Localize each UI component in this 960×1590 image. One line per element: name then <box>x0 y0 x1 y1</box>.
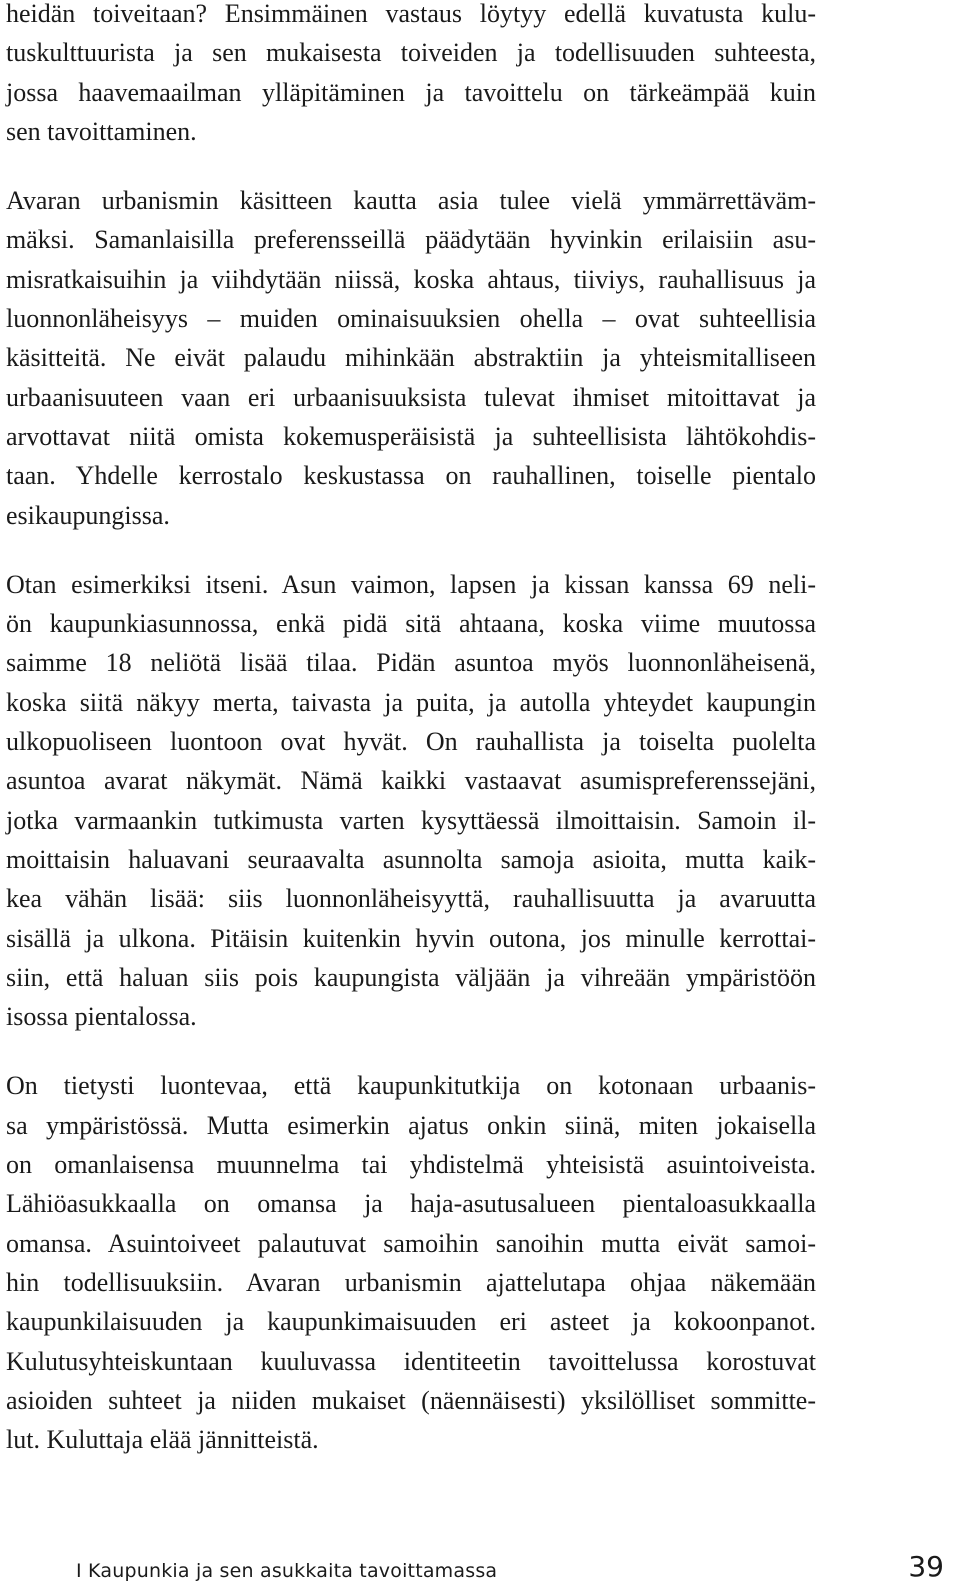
text-line: jossa haavemaailman ylläpitäminen ja tavoittelu on tärkeämpää kuin <box>6 77 816 107</box>
text-line: käsitteitä. Ne eivät palaudu mihinkään abstraktiin ja yhteismitalliseen <box>6 343 816 373</box>
text-line: ulkopuoliseen luontoon ovat hyvät. On rauhallista ja toiselta puolelta <box>6 727 816 757</box>
text-line: isossa pientalossa. <box>6 1002 197 1032</box>
body-text <box>6 0 816 1489</box>
text-line: sisällä ja ulkona. Pitäisin kuitenkin hyvin outona, jos minulle kerrottai- <box>6 923 816 953</box>
text-line: hin todellisuuksiin. Avaran urbanismin ajattelutapa ohjaa näkemään <box>6 1267 816 1297</box>
text-line: moittaisin haluavani seuraavalta asunnolta samoja asioita, mutta kaik- <box>6 844 816 874</box>
text-line: saimme 18 neliötä lisää tilaa. Pidän asuntoa myös luonnonläheisenä, <box>6 648 816 678</box>
page-footer <box>0 1550 960 1590</box>
text-line: siin, että haluan siis pois kaupungista väljään ja vihreään ympäristöön <box>6 962 816 992</box>
text-line: urbaanisuuteen vaan eri urbaanisuuksista tulevat ihmiset mitoittavat ja <box>6 382 816 412</box>
paragraph-2 <box>6 181 816 535</box>
text-line: On tietysti luontevaa, että kaupunkitutkija on kotonaan urbaanis- <box>6 1071 816 1101</box>
text-line: Lähiöasukkaalla on omansa ja haja-asutusalueen pientaloasukkaalla <box>6 1189 816 1219</box>
text-line: kea vähän lisää: siis luonnonläheisyyttä, rauhallisuutta ja avaruutta <box>6 884 816 914</box>
text-line: kaupunkilaisuuden ja kaupunkimaisuuden eri asteet ja kokoonpanot. <box>6 1307 816 1337</box>
text-line: ön kaupunkiasunnossa, enkä pidä sitä ahtaana, koska viime muutossa <box>6 609 816 639</box>
paragraph-1 <box>6 0 816 151</box>
paragraph-3 <box>6 565 816 1037</box>
text-line: arvottavat niitä omista kokemusperäisistä ja suhteellisista lähtökohdis- <box>6 421 816 451</box>
text-line: tuskulttuurista ja sen mukaisesta toiveiden ja todellisuuden suhteesta, <box>6 38 816 68</box>
text-line: esikaupungissa. <box>6 500 170 530</box>
text-line: jotka varmaankin tutkimusta varten kysyttäessä ilmoittaisin. Samoin il- <box>6 805 816 835</box>
text-line: Avaran urbanismin käsitteen kautta asia tulee vielä ymmärrettäväm- <box>6 186 816 216</box>
text-line: omansa. Asuintoiveet palautuvat samoihin sanoihin mutta eivät samoi- <box>6 1228 816 1258</box>
text-line: Otan esimerkiksi itseni. Asun vaimon, lapsen ja kissan kanssa 69 neli- <box>6 569 816 599</box>
text-line: luonnonläheisyys – muiden ominaisuuksien ohella – ovat suhteellisia <box>6 304 816 334</box>
text-line: sa ympäristössä. Mutta esimerkin ajatus onkin siinä, miten jokaisella <box>6 1110 816 1140</box>
text-line: misratkaisuihin ja viihdytään niissä, koska ahtaus, tiiviys, rauhallisuus ja <box>6 264 816 294</box>
text-line: koska siitä näkyy merta, taivasta ja puita, ja autolla yhteydet kaupungin <box>6 687 816 717</box>
running-footer-title: I Kaupunkia ja sen asukkaita tavoittamassa <box>76 1560 498 1582</box>
paragraph-4 <box>6 1066 816 1459</box>
text-line: taan. Yhdelle kerrostalo keskustassa on rauhallinen, toiselle pientalo <box>6 461 816 491</box>
text-line: lut. Kuluttaja elää jännitteistä. <box>6 1425 319 1455</box>
text-line: mäksi. Samanlaisilla preferensseillä päädytään hyvinkin erilaisiin asu- <box>6 225 816 255</box>
text-line: on omanlaisensa muunnelma tai yhdistelmä yhteisistä asuintoiveista. <box>6 1150 816 1180</box>
text-line: Kulutusyhteiskuntaan kuuluvassa identiteetin tavoittelussa korostuvat <box>6 1346 816 1376</box>
text-line: asioiden suhteet ja niiden mukaiset (näennäisesti) yksilölliset sommitte- <box>6 1385 816 1415</box>
page-number: 39 <box>908 1550 944 1583</box>
text-line: heidän toiveitaan? Ensimmäinen vastaus löytyy edellä kuvatusta kulu- <box>6 0 816 28</box>
text-line: sen tavoittaminen. <box>6 116 197 146</box>
text-line: asuntoa avarat näkymät. Nämä kaikki vastaavat asumispreferenssejäni, <box>6 766 816 796</box>
